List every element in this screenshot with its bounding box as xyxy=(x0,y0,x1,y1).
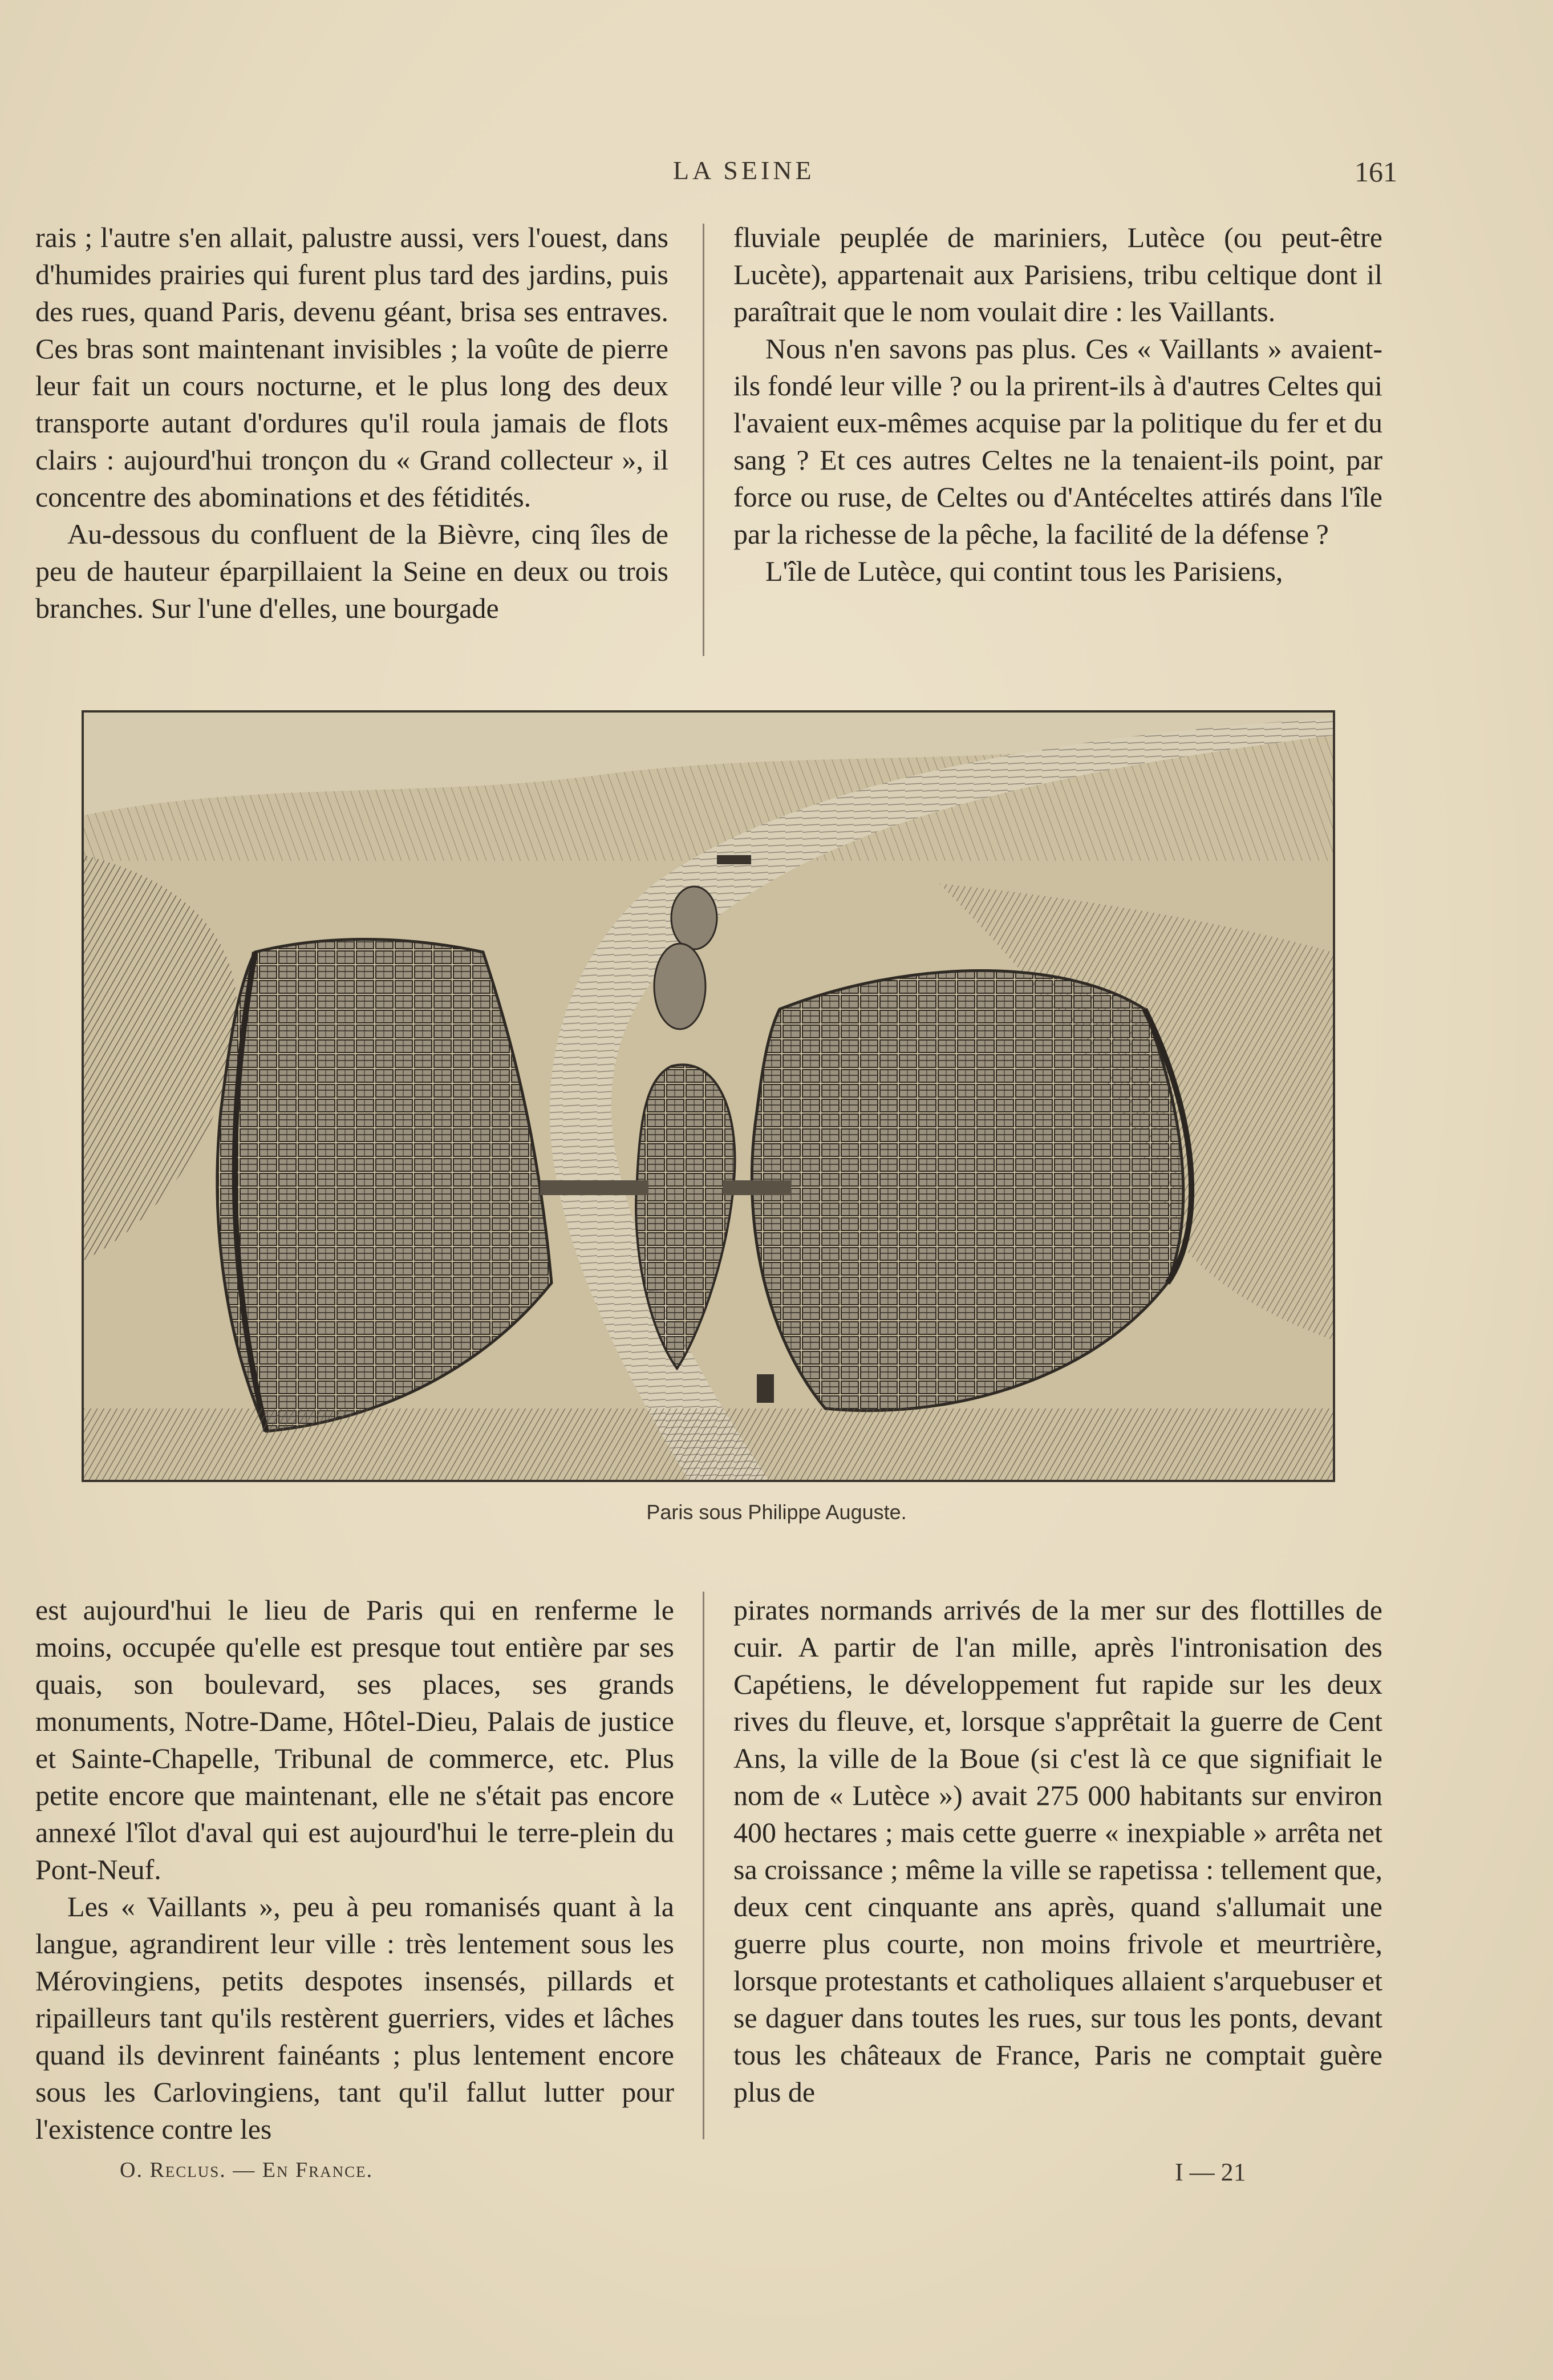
footer-signature: O. Reclus. — En France. xyxy=(120,2158,374,2182)
running-head xyxy=(34,155,1397,195)
paragraph: Les « Vaillants », peu à peu romanisés quant à la langue, agrandirent leur ville : très lentement sous les Mérovingiens, petits despotes insensés, pillards et ripailleurs tant qu'ils restèrent guerriers, vides et lâches quand ils devinrent fainéants ; plus lentement encore sous les Carlovingiens, tant qu'il fallut lutter pour l'existence contre les xyxy=(35,1891,674,2145)
paragraph: fluviale peuplée de mariniers, Lutèce (ou peut-être Lucète), appartenait aux Parisiens, tribu celtique dont il paraîtrait que le nom voulait dire : les Vaillants. xyxy=(733,221,1382,327)
text-column-bottom-left xyxy=(35,1592,674,2148)
footer-sheet-number: I — 21 xyxy=(1175,2158,1246,2186)
paragraph: Nous n'en savons pas plus. Ces « Vaillants » avaient-ils fondé leur ville ? ou la prirent-ils à d'autres Celtes qui l'avaient eux-mêmes acquise par la politique du fer et du sang ? Et ces autres Celtes ne la tenaient-ils point, par force ou ruse, de Celtes ou d'Antéceltes attirés dans l'île par la richesse de la pêche, la facilité de la défense ? xyxy=(733,333,1382,550)
column-rule xyxy=(703,224,704,656)
engraving-illustration xyxy=(84,713,1333,1480)
paragraph: est aujourd'hui le lieu de Paris qui en renferme le moins, occupée qu'elle est presque tout entière par ses quais, son boulevard, ses places, ses grands monuments, Notre-Dame, Hôtel-Dieu, Palais de justice et Sainte-Chapelle, Tribunal de commerce, etc. Plus petite encore que maintenant, elle ne s'était pas encore annexé l'îlot d'aval qui est aujourd'hui le terre-plein du Pont-Neuf. xyxy=(35,1594,674,1885)
text-column-bottom-right xyxy=(733,1592,1382,2111)
paragraph: pirates normands arrivés de la mer sur des flottilles de cuir. A partir de l'an mille, après l'intronisation des Capétiens, le développement fut rapide sur les deux rives du fleuve, et, lorsque s'apprêtait la guerre de Cent Ans, la ville de la Boue (si c'est là ce que signifiait le nom de « Lutèce ») avait 275 000 habitants sur environ 400 hectares ; mais cette guerre « inexpiable » arrêta net sa croissance ; même la ville se rapetissa : tellement que, deux cent cinquante ans après, quand s'allumait une guerre plus courte, non moins frivole et meurtrière, lorsque protestants et catholiques allaient s'arquebuser et se daguer dans toutes les rues, sur tous les ponts, devant tous les châteaux de France, Paris ne comptait guère plus de xyxy=(733,1594,1382,2108)
text-column-top-right xyxy=(733,219,1382,590)
page-number: 161 xyxy=(1355,156,1397,188)
paragraph: Au-dessous du confluent de la Bièvre, cinq îles de peu de hauteur éparpillaient la Seine en deux ou trois branches. Sur l'une d'elles, une bourgade xyxy=(35,518,668,624)
figure-caption: Paris sous Philippe Auguste. xyxy=(646,1500,907,1524)
paragraph: L'île de Lutèce, qui contint tous les Parisiens, xyxy=(765,555,1283,587)
engraving-paris-sous-philippe-auguste xyxy=(82,710,1335,1482)
column-rule xyxy=(703,1592,704,2139)
running-title: LA SEINE xyxy=(673,156,815,185)
paragraph: rais ; l'autre s'en allait, palustre aussi, vers l'ouest, dans d'humides prairies qui furent plus tard des jardins, puis des rues, quand Paris, devenu géant, brisa ses entraves. Ces bras sont maintenant invisibles ; la voûte de pierre leur fait un cours nocturne, et le plus long des deux transporte autant d'ordures qu'il roula jamais de flots clairs : aujourd'hui tronçon du « Grand collecteur », il concentre des abominations et des fétidités. xyxy=(35,221,668,513)
text-column-top-left xyxy=(35,219,668,627)
